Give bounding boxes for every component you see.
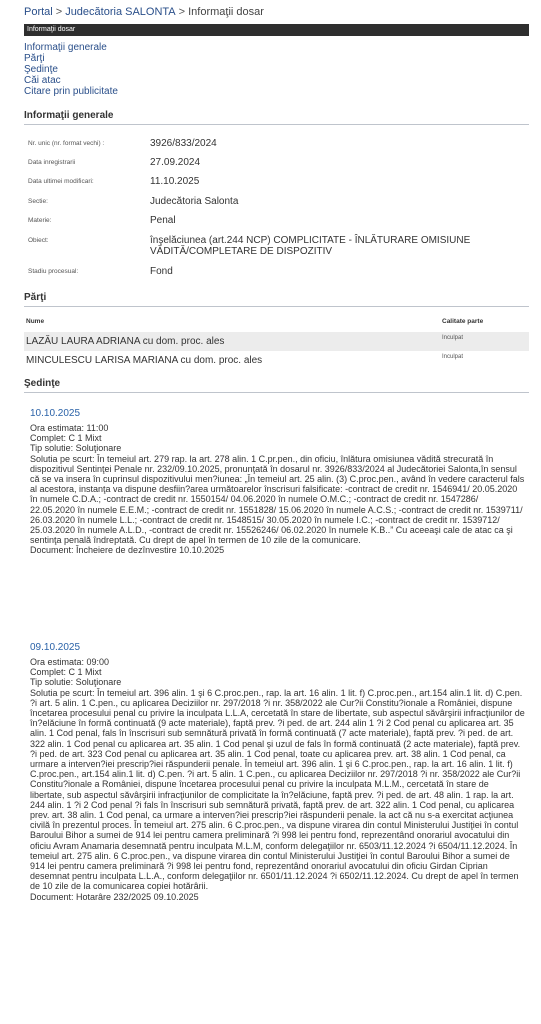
party-role: Inculpat <box>442 354 464 360</box>
hearing-date: 10.10.2025 <box>30 408 81 419</box>
info-value: 3926/833/2024 <box>150 138 217 149</box>
section-divider <box>24 306 529 307</box>
hearing-solution-type: Tip solutie: Soluţionare <box>30 677 122 688</box>
hearing-panel: Complet: C 1 Mixt <box>30 433 102 444</box>
section-title-sedinte: Şedinţe <box>24 378 61 389</box>
hearing-solution-type: Tip solutie: Soluţionare <box>30 443 122 454</box>
info-label: Data inregistrarii <box>28 159 76 166</box>
hearing-document: Document: Încheiere de dezînvestire 10.10.2025 <box>30 545 225 556</box>
info-value: Penal <box>150 215 176 226</box>
info-value: Fond <box>150 266 173 277</box>
info-row-stadiu <box>28 268 528 288</box>
table-row <box>24 332 529 351</box>
info-row-materie <box>28 217 528 237</box>
info-label: Nr. unic (nr. format vechi) : <box>28 140 105 147</box>
info-row-data-modificari <box>28 178 528 198</box>
hearing-entry <box>30 408 525 556</box>
hearing-time: Ora estimata: 09:00 <box>30 657 110 667</box>
quick-link-sedinte[interactable]: Şedinţe <box>24 64 58 75</box>
info-label: Stadiu procesual: <box>28 268 79 275</box>
breadcrumb-current: Informaţii dosar <box>188 6 264 18</box>
info-label: Obiect: <box>28 237 49 244</box>
quick-link-parti[interactable]: Părţi <box>24 53 45 64</box>
info-label: Sectie: <box>28 198 48 205</box>
breadcrumb-separator: > <box>178 6 186 18</box>
info-label: Materie: <box>28 217 52 224</box>
table-row <box>24 351 529 370</box>
section-divider <box>24 392 529 393</box>
quick-link-info-generale[interactable]: Informaţii generale <box>24 42 107 53</box>
party-name: LAZĂU LAURA ADRIANA cu dom. proc. ales <box>26 336 225 347</box>
section-divider <box>24 124 529 125</box>
info-value: înşelăciunea (art.244 NCP) COMPLICITATE - ÎNLĂTURARE OMISIUNE VĂDITĂ/COMPLETARE DE DISPOZITIV <box>150 235 471 257</box>
hearing-document: Document: Hotarâre 232/2025 09.10.2025 <box>30 891 199 902</box>
hearing-panel: Complet: C 1 Mixt <box>30 667 102 678</box>
hearing-time: Ora estimata: 11:00 <box>30 423 109 433</box>
breadcrumb-court-link[interactable]: Judecătoria SALONTA <box>65 6 176 18</box>
info-value: 27.09.2024 <box>150 157 201 168</box>
hearing-entry <box>30 642 525 902</box>
column-header-nume: Nume <box>26 318 45 325</box>
breadcrumb-portal-link[interactable]: Portal <box>24 6 53 18</box>
info-label: Data ultimei modificari: <box>28 178 94 185</box>
breadcrumb-separator: > <box>55 6 63 18</box>
section-title-parti: Părţi <box>24 292 47 303</box>
quick-links <box>24 42 118 97</box>
header-bar: Informaţii dosar <box>24 24 529 36</box>
section-title-info: Informaţii generale <box>24 110 114 121</box>
hearing-solution-summary: Solutia pe scurt: În temeiul art. 279 rap. la art. 278 alin. 1 C.pr.pen., din oficiu, înlătura omisiunea vădită strecurată în dispozitivul Sentinţei Penale nr. 232/09.10.2025, pronunţată în dosarul nr. 3926/833/2024 al Judecătoriei Salonta,în sensul că se va insera în cuprinsul dispozitivului men?iunea: „În temeiul art. 25 alin. (3) C.proc.pen., având în vedere caracterul fals al acestora, instanţa va dispune desfiin?area următoarelor înscrisuri falsificate: -contract de credit nr. 1546941/ 20.05.2020 în numele C.D.A.; -contract de credit nr. 1550154/ 04.06.2020 în numele O.M.C.; -contract de credit nr. 1547286/ 22.05.2020 în numele E.E.M.; -contract de credit nr. 1551828/ 15.06.2020 în numele A.C.S.; -contract de credit nr. 1539711/ 26.03.2020 în numele L.L.; -contract de credit nr. 1548515/ 30.05.2020 în numele I.C.; -contract de credit nr. 1539712/ 25.03.2020 în numele A.L.D., -contract de credit nr. 15526246/ 06.02.2020 în numele K.B..” Cu aceeaşi cale de atac ca şi sentinţa penală îndreptată. Cu drept de apel în termen de 10 zile de la comunicare. <box>30 453 525 546</box>
quick-link-citare[interactable]: Citare prin publicitate <box>24 86 118 97</box>
info-row-obiect <box>28 237 528 265</box>
column-header-calitate: Calitate parte <box>442 318 484 325</box>
hearing-date: 09.10.2025 <box>30 642 81 653</box>
party-role: Inculpat <box>442 335 464 341</box>
parti-table-header <box>24 318 529 330</box>
party-name: MINCULESCU LARISA MARIANA cu dom. proc. ales <box>26 355 263 366</box>
quick-link-cai-atac[interactable]: Căi atac <box>24 75 61 86</box>
info-value: 11.10.2025 <box>150 176 200 187</box>
hearing-solution-summary: Solutia pe scurt: În temeiul art. 396 alin. 1 şi 6 C.proc.pen., rap. la art. 16 alin. 1 lit. f) C.proc.pen., art.154 alin.1 lit. d) C.pen. ?i art. 5 alin. 1 C.pen., cu aplicarea Deciziilor nr. 297/2018 ?i nr. 358/2022 ale Cur?ii Constitu?ionale a României, dispune încetarea procesului penal cu privire la inculpata L.L.A, cercetată în stare de libertate, sub aspectul săvârşirii infracţiunilor de în?elăciune în formă continuată (9 acte materiale), faptă prev. ?i ped. de art. 244 alin 1 ?i 2 Cod penal cu aplicarea art. 35 alin. 1 Cod penal, fals în înscrisuri sub semnătură privată în formă continuată (7 acte materiale), faptă prev. ?i ped. de art. 322 alin. 1 Cod penal cu aplicarea art. 35 alin. 1 Cod penal şi uzul de fals în formă continuată (2 acte materiale), faptă prev. ?i ped. de art. 323 Cod penal cu aplicarea art. 35 alin. 1 Cod penal, toate cu aplicarea prev. art. 38 alin. 1 Cod penal, ca urmare a interven?iei prescrip?iei răspunderii penale. În temeiul art. 396 alin. 1 şi 6 C.proc.pen., rap. la art. 16 alin. 1 lit. f) C.proc.pen., art.154 alin.1 lit. d) C.pen. ?i art. 5 alin. 1 C.pen., cu aplicarea Deciziilor nr. 297/2018 ?i nr. 358/2022 ale Cur?ii Constitu?ionale a României, dispune încetarea procesului penal cu privire la inculpata M.L.M., cercetată în stare de libertate, sub aspectul săvârşirii infracţiunilor de complicitate la în?elăciune, faptă prev. ?i ped. de art. 48 alin. 1 rap. la art. 244 alin. 1 ?i 2 Cod penal ?i fals în înscrisuri sub semnătură privată, faptă prev. de art. 322 alin. 1 Cod penal, cu aplicarea prev. art. 38 alin. 1 Cod penal, ca urmare a interven?iei prescrip?iei răspunderii penale. la act că nu s-a exercitat acţiunea civilă în prezentul proces. În temeiul art. 275 alin. 6 C.proc.pen., va dispune virarea din contul Ministerului Justiţiei în contul Baroului Bihor a sumei de 914 lei pentru camera preliminară ?i 998 lei pentru fond, reprezentând onorariul avocatului din oficiu Avram Anamaria desemnată pentru inculpata M.L.M, conform delegaţiilor nr. 6503/11.12.2024 ?i 6504/11.12.2024. În temeiul art. 275 alin. 6 C.proc.pen., va dispune virarea din contul Ministerului Justiţiei în contul Baroului Bihor a sumei de 914 lei pentru camera preliminară ?i 998 lei pentru fond, reprezentând onorariul avocatului din oficiu Girdan Ciprian desemnat pentru inculpata L.L.A., conform delegaţiilor nr. 6501/11.12.2024 ?i 6502/11.12.2024. Cu drept de apel în termen de 10 zile de la comunicarea copiei hotărârii. <box>30 687 525 892</box>
breadcrumb <box>24 6 264 18</box>
info-value: Judecătoria Salonta <box>150 196 239 207</box>
